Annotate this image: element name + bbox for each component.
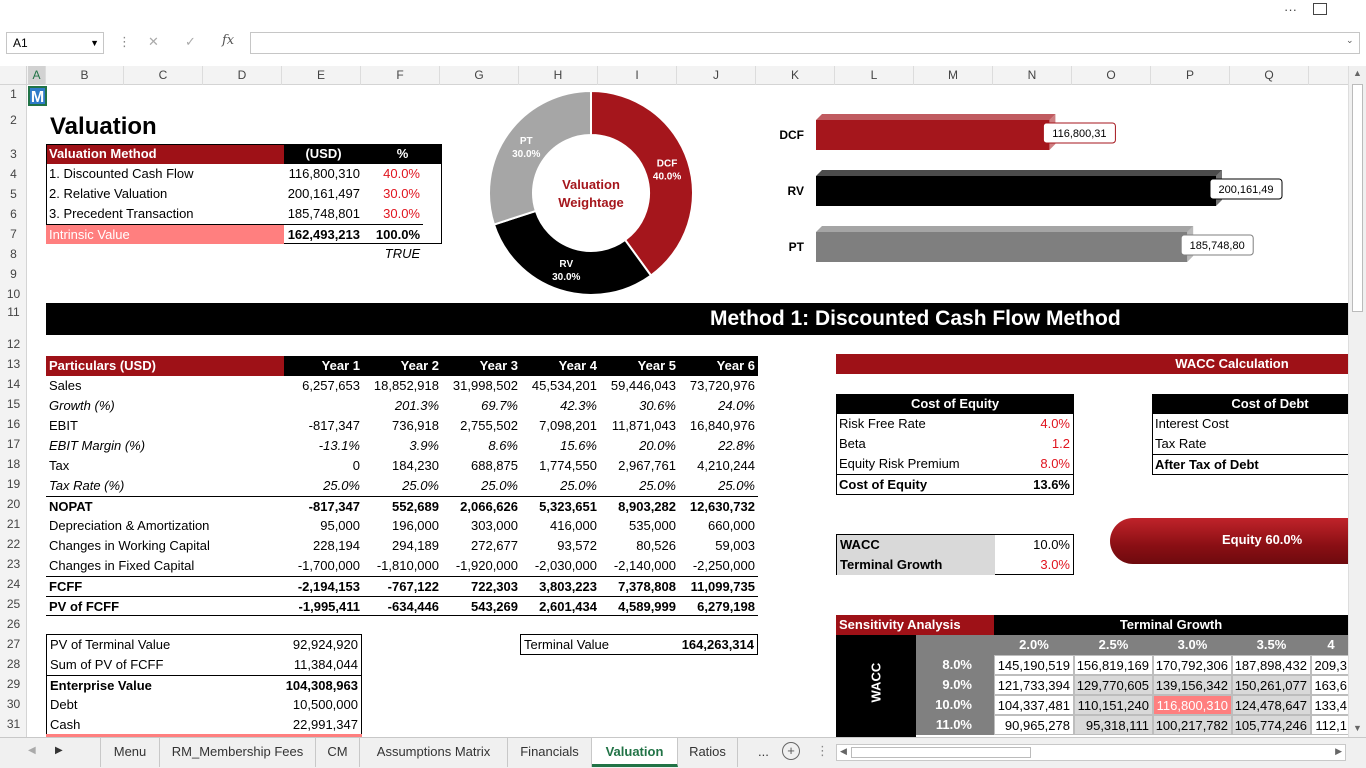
dcf-cell: -2,194,153 xyxy=(284,576,363,596)
dcf-cell: 6,257,653 xyxy=(302,378,360,393)
column-headers[interactable] xyxy=(0,66,1366,85)
summary-value: 22,991,347 xyxy=(292,717,358,732)
column-header[interactable]: A xyxy=(28,66,46,85)
sens-cell: 150,261,077 xyxy=(1232,675,1311,695)
row-header[interactable]: 2 xyxy=(10,113,17,127)
dcf-row-label: Tax xyxy=(49,458,70,473)
dcf-row-label: EBIT xyxy=(49,418,78,433)
equity-bar[interactable] xyxy=(1110,518,1348,564)
scroll-up-icon[interactable]: ▲ xyxy=(1353,68,1362,78)
bar-data-label: 200,161,49 xyxy=(1218,184,1274,196)
sens-wacc-header: 10.0% xyxy=(916,695,994,715)
valuation-row-pct: 40.0% xyxy=(383,166,420,181)
row-header[interactable]: 15 xyxy=(6,397,21,411)
more-options-button[interactable]: ··· xyxy=(1284,2,1297,17)
dcf-cell: -1,810,000 xyxy=(376,558,439,573)
restore-icon[interactable] xyxy=(1313,3,1327,15)
column-header[interactable]: P xyxy=(1151,66,1230,85)
dcf-cell: -2,140,000 xyxy=(613,558,676,573)
dcf-cell: 2,755,502 xyxy=(460,418,518,433)
valuation-row-label: 2. Relative Valuation xyxy=(49,186,168,201)
row-header[interactable]: 27 xyxy=(6,637,21,651)
dcf-cell: -634,446 xyxy=(363,596,442,616)
equity-risk-premium-label: Equity Risk Premium xyxy=(839,456,960,471)
dcf-cell: 201.3% xyxy=(394,398,439,413)
dcf-cell: 42.3% xyxy=(560,398,597,413)
dcf-cell: 20.0% xyxy=(639,438,676,453)
dcf-cell: 3.9% xyxy=(409,438,439,453)
row-header[interactable]: 10 xyxy=(6,287,21,301)
dcf-cell: 722,303 xyxy=(442,576,521,596)
row-header[interactable]: 8 xyxy=(10,247,17,261)
wacc-value: 10.0% xyxy=(1033,537,1070,552)
column-header[interactable]: G xyxy=(440,66,519,85)
column-header[interactable]: L xyxy=(835,66,914,85)
sens-cell: 105,774,246 xyxy=(1232,715,1311,735)
intrinsic-value-usd: 162,493,213 xyxy=(284,224,363,244)
donut-slice-label: 30.0% xyxy=(512,148,541,160)
page-title: Valuation xyxy=(50,113,157,140)
pct-header: % xyxy=(363,144,442,164)
wacc-axis-title: WACC xyxy=(868,662,884,703)
sens-cell: 124,478,647 xyxy=(1232,695,1311,715)
row-header[interactable]: 3 xyxy=(10,147,17,161)
valuation-bar-chart[interactable] xyxy=(768,110,1328,280)
dcf-cell: 736,918 xyxy=(392,418,439,433)
sens-corner xyxy=(916,635,994,655)
dcf-cell: 25.0% xyxy=(402,478,439,493)
dcf-cell: 59,003 xyxy=(715,538,755,553)
dcf-cell: 15.6% xyxy=(560,438,597,453)
dcf-cell: 2,967,761 xyxy=(618,458,676,473)
select-all-corner[interactable] xyxy=(0,66,27,85)
cell-a1[interactable]: M xyxy=(28,86,47,106)
terminal-growth-label: Terminal Growth xyxy=(837,555,995,575)
donut-center-label: Weightage xyxy=(558,195,624,210)
dcf-cell: 7,378,808 xyxy=(600,576,679,596)
dcf-cell: 93,572 xyxy=(557,538,597,553)
row-header[interactable]: 5 xyxy=(10,187,17,201)
row-header[interactable]: 11 xyxy=(7,305,20,319)
equity-bar-label: Equity 60.0% xyxy=(1222,532,1303,547)
dcf-cell: 1,774,550 xyxy=(539,458,597,473)
dcf-row-label: Changes in Working Capital xyxy=(49,538,210,553)
row-header[interactable]: 21 xyxy=(6,517,21,531)
tab-split-icon[interactable]: ⋮ xyxy=(816,743,829,758)
sens-growth-header: 2.0% xyxy=(994,635,1074,655)
hscroll-right-icon[interactable]: ▶ xyxy=(1335,746,1342,756)
summary-value: 11,384,044 xyxy=(293,657,358,672)
check-value: TRUE xyxy=(384,246,421,261)
dcf-cell: 184,230 xyxy=(392,458,439,473)
row-header[interactable]: 23 xyxy=(6,557,21,571)
tab-assumptions-matrix[interactable]: Assumptions Matrix xyxy=(360,738,508,767)
sens-cell: 209,3 xyxy=(1311,655,1348,675)
weightage-donut-chart[interactable] xyxy=(486,88,696,298)
terminal-value: 164,263,314 xyxy=(681,637,754,652)
dcf-year-header: Year 4 xyxy=(521,356,600,376)
dcf-cell: 25.0% xyxy=(323,478,360,493)
column-header[interactable]: H xyxy=(519,66,598,85)
bar-dcf[interactable] xyxy=(816,120,1049,150)
sens-cell: 95,318,111 xyxy=(1074,715,1153,735)
row-header[interactable]: 24 xyxy=(6,577,21,591)
dcf-cell: 11,099,735 xyxy=(679,576,758,596)
dcf-cell: 416,000 xyxy=(550,518,597,533)
dcf-cell: 552,689 xyxy=(363,496,442,516)
column-header[interactable]: Q xyxy=(1230,66,1309,85)
name-box[interactable]: A1 ▼ xyxy=(6,32,104,54)
sens-growth-header: 4 xyxy=(1311,635,1348,655)
valuation-row-pct: 30.0% xyxy=(383,206,420,221)
more-tabs-button[interactable]: ... xyxy=(758,744,769,759)
dcf-row-label: Sales xyxy=(49,378,82,393)
sens-growth-header: 3.0% xyxy=(1153,635,1232,655)
sens-wacc-header: 8.0% xyxy=(916,655,994,675)
dcf-cell: 688,875 xyxy=(471,458,518,473)
dcf-cell: 95,000 xyxy=(320,518,360,533)
bar-data-label: 185,748,80 xyxy=(1189,240,1245,252)
dcf-cell: 6,279,198 xyxy=(679,596,758,616)
row-header[interactable]: 17 xyxy=(6,437,21,451)
dcf-row-label: FCFF xyxy=(46,576,284,596)
dcf-cell: 4,210,244 xyxy=(697,458,755,473)
wacc-label: WACC xyxy=(837,535,995,555)
terminal-growth-axis-title: Terminal Growth xyxy=(994,615,1348,635)
risk-free-rate-label: Risk Free Rate xyxy=(839,416,926,431)
dcf-cell: 16,840,976 xyxy=(689,418,755,433)
row-headers[interactable] xyxy=(0,85,27,737)
sens-cell: 139,156,342 xyxy=(1153,675,1232,695)
row-header[interactable]: 14 xyxy=(6,377,21,391)
row-header[interactable]: 18 xyxy=(6,457,21,471)
formula-bar xyxy=(0,28,1366,58)
column-header[interactable]: E xyxy=(282,66,361,85)
column-header[interactable]: O xyxy=(1072,66,1151,85)
dcf-cell: -1,995,411 xyxy=(284,596,363,616)
valuation-row-label: 3. Precedent Transaction xyxy=(49,206,194,221)
dcf-cell: 69.7% xyxy=(481,398,518,413)
column-header[interactable]: K xyxy=(756,66,835,85)
column-header[interactable]: I xyxy=(598,66,677,85)
column-header[interactable]: D xyxy=(203,66,282,85)
row-header[interactable]: 26 xyxy=(6,617,21,631)
bar-category-label: DCF xyxy=(779,128,804,142)
grip-icon: ⋮ xyxy=(118,34,131,49)
sens-cell: 116,800,310 xyxy=(1153,695,1232,715)
tab-financials[interactable]: Financials xyxy=(508,738,592,767)
dcf-year-header: Year 5 xyxy=(600,356,679,376)
sens-wacc-header: 9.0% xyxy=(916,675,994,695)
dcf-cell: 8,903,282 xyxy=(600,496,679,516)
summary-value: 104,308,963 xyxy=(284,675,361,695)
formula-input[interactable] xyxy=(250,32,1360,54)
risk-free-rate-value: 4.0% xyxy=(1040,416,1070,431)
sens-cell: 163,6 xyxy=(1311,675,1348,695)
row-header[interactable]: 13 xyxy=(6,357,21,371)
dcf-cell: 11,871,043 xyxy=(611,418,676,433)
dcf-cell: 45,534,201 xyxy=(531,378,597,393)
dcf-cell: -817,347 xyxy=(308,418,360,433)
column-header[interactable]: C xyxy=(124,66,203,85)
tab-valuation[interactable]: Valuation xyxy=(592,738,678,767)
sens-growth-header: 3.5% xyxy=(1232,635,1311,655)
bar-data-label: 116,800,31 xyxy=(1052,128,1107,140)
bar-rv[interactable] xyxy=(816,176,1216,206)
dcf-cell: 535,000 xyxy=(629,518,676,533)
tab-cm[interactable]: CM xyxy=(316,738,360,767)
row-header[interactable]: 1 xyxy=(10,87,17,101)
dcf-cell: 3,803,223 xyxy=(521,576,600,596)
row-header[interactable]: 4 xyxy=(10,167,17,181)
dcf-year-header: Year 6 xyxy=(679,356,758,376)
row-header[interactable]: 16 xyxy=(6,417,21,431)
worksheet-grid[interactable] xyxy=(28,86,1348,737)
row-header[interactable]: 12 xyxy=(6,337,21,351)
dcf-cell: 24.0% xyxy=(718,398,755,413)
dcf-cell: -2,030,000 xyxy=(534,558,597,573)
valuation-row-label: 1. Discounted Cash Flow xyxy=(49,166,194,181)
dcf-cell: 25.0% xyxy=(560,478,597,493)
row-header[interactable]: 28 xyxy=(6,657,21,671)
dcf-cell xyxy=(284,396,363,416)
row-header[interactable]: 9 xyxy=(10,267,17,281)
summary-label: Cash xyxy=(50,717,81,732)
valuation-row-usd: 116,800,310 xyxy=(288,166,360,181)
donut-slice-label: 30.0% xyxy=(552,272,581,284)
dcf-cell: 25.0% xyxy=(481,478,518,493)
dcf-cell: 22.8% xyxy=(718,438,755,453)
bar-category-label: RV xyxy=(787,184,804,198)
donut-center-label: Valuation xyxy=(562,177,620,192)
dcf-cell: 25.0% xyxy=(718,478,755,493)
column-header[interactable]: B xyxy=(46,66,124,85)
dcf-row-label: Tax Rate (%) xyxy=(49,478,125,493)
dcf-cell: 196,000 xyxy=(392,518,439,533)
dcf-cell: -1,700,000 xyxy=(297,558,360,573)
summary-value: 92,924,920 xyxy=(292,637,358,652)
cost-of-debt-header: Cost of Debt xyxy=(1152,394,1348,414)
beta-label: Beta xyxy=(839,436,866,451)
interest-cost-label: Interest Cost xyxy=(1155,416,1229,431)
intrinsic-value-label: Intrinsic Value xyxy=(46,224,284,244)
dcf-row-label: PV of FCFF xyxy=(46,596,284,616)
dcf-cell: -817,347 xyxy=(284,496,363,516)
sensitivity-title: Sensitivity Analysis xyxy=(836,615,994,635)
valuation-row-usd: 200,161,497 xyxy=(287,186,360,201)
bar-category-label: PT xyxy=(788,240,804,254)
column-header[interactable]: J xyxy=(677,66,756,85)
sheet-tab-bar xyxy=(0,737,1366,768)
summary-label: PV of Terminal Value xyxy=(50,637,171,652)
row-header[interactable]: 20 xyxy=(6,497,21,511)
dcf-cell: 31,998,502 xyxy=(452,378,518,393)
dcf-cell: 294,189 xyxy=(392,538,439,553)
sens-cell: 100,217,782 xyxy=(1153,715,1232,735)
dcf-cell: 12,630,732 xyxy=(679,496,758,516)
hscroll-left-icon[interactable]: ◀ xyxy=(840,746,847,756)
row-header[interactable]: 7 xyxy=(10,227,17,241)
dcf-cell: 303,000 xyxy=(471,518,518,533)
title-bar xyxy=(0,0,1366,22)
dcf-cell: 80,526 xyxy=(636,538,676,553)
beta-value: 1.2 xyxy=(1051,436,1070,451)
dcf-row-label: EBIT Margin (%) xyxy=(49,438,146,453)
dcf-cell: -13.1% xyxy=(318,438,360,453)
dcf-cell: -1,920,000 xyxy=(455,558,518,573)
valuation-row-usd: 185,748,801 xyxy=(287,206,360,221)
dcf-cell: 543,269 xyxy=(442,596,521,616)
dcf-row-label: Growth (%) xyxy=(49,398,115,413)
terminal-value-label: Terminal Value xyxy=(524,637,610,652)
dcf-cell: 7,098,201 xyxy=(539,418,597,433)
dcf-cell: 0 xyxy=(352,458,360,473)
row-header[interactable]: 19 xyxy=(6,477,21,491)
donut-slice-label: 40.0% xyxy=(652,171,682,183)
tab-menu[interactable]: Menu xyxy=(100,738,160,767)
tab-scroll-left-icon[interactable]: ◀ xyxy=(28,745,36,756)
cancel-icon[interactable]: ✕ xyxy=(148,34,159,49)
dcf-cell: 18,852,918 xyxy=(373,378,439,393)
column-header[interactable]: M xyxy=(914,66,993,85)
donut-slice-name: RV xyxy=(559,259,574,271)
sens-cell: 145,190,519 xyxy=(994,655,1074,675)
dcf-cell: 5,323,651 xyxy=(521,496,600,516)
sens-cell: 121,733,394 xyxy=(994,675,1074,695)
dcf-cell: 8.6% xyxy=(488,438,518,453)
column-header[interactable]: N xyxy=(993,66,1072,85)
dcf-cell: -767,122 xyxy=(363,576,442,596)
dcf-cell: 73,720,976 xyxy=(689,378,755,393)
valuation-method-header: Valuation Method xyxy=(46,144,284,164)
summary-label: Sum of PV of FCFF xyxy=(50,657,164,672)
summary-value: 10,500,000 xyxy=(292,697,358,712)
dcf-cell: 30.6% xyxy=(639,398,676,413)
dcf-cell: 660,000 xyxy=(708,518,755,533)
tax-rate-label: Tax Rate xyxy=(1155,436,1207,451)
tab-scroll-right-icon[interactable]: ▶ xyxy=(55,745,63,756)
summary-label: Enterprise Value xyxy=(47,675,284,695)
row-header[interactable]: 31 xyxy=(6,717,21,731)
sens-cell: 104,337,481 xyxy=(994,695,1074,715)
after-tax-debt-label: After Tax of Debt xyxy=(1152,454,1348,474)
wacc-banner: WACC Calculation xyxy=(836,354,1348,374)
sens-cell: 156,819,169 xyxy=(1074,655,1153,675)
dcf-year-header: Year 1 xyxy=(284,356,363,376)
dcf-cell: 59,446,043 xyxy=(610,378,676,393)
scroll-down-icon[interactable]: ▼ xyxy=(1353,723,1362,733)
sens-cell: 187,898,432 xyxy=(1232,655,1311,675)
dcf-row-label: Changes in Fixed Capital xyxy=(49,558,195,573)
row-header[interactable]: 22 xyxy=(6,537,21,551)
summary-label: Debt xyxy=(50,697,78,712)
dcf-cell: 2,601,434 xyxy=(521,596,600,616)
cost-of-equity-label: Cost of Equity xyxy=(836,474,996,494)
enter-icon[interactable]: ✓ xyxy=(185,34,196,49)
horizontal-scrollbar[interactable] xyxy=(836,744,1346,761)
dcf-cell: 4,589,999 xyxy=(600,596,679,616)
bar-top-face xyxy=(816,170,1222,176)
row-header[interactable]: 30 xyxy=(6,697,21,711)
dcf-row-label: NOPAT xyxy=(46,496,284,516)
row-header[interactable]: 6 xyxy=(10,207,17,221)
column-header[interactable]: F xyxy=(361,66,440,85)
dcf-cell: -2,250,000 xyxy=(692,558,755,573)
sens-cell: 90,965,278 xyxy=(994,715,1074,735)
scrollbar-thumb[interactable] xyxy=(1352,84,1363,312)
bar-top-face xyxy=(816,114,1055,120)
cost-of-equity-header: Cost of Equity xyxy=(836,394,1074,414)
sens-growth-header: 2.5% xyxy=(1074,635,1153,655)
terminal-growth-value: 3.0% xyxy=(1040,557,1070,572)
wacc-axis-block xyxy=(836,635,916,737)
dcf-cell: 25.0% xyxy=(639,478,676,493)
dcf-year-header: Year 2 xyxy=(363,356,442,376)
sens-cell: 129,770,605 xyxy=(1074,675,1153,695)
sens-wacc-header: 11.0% xyxy=(916,715,994,735)
bar-pt[interactable] xyxy=(816,232,1187,262)
intrinsic-value-pct: 100.0% xyxy=(363,224,423,244)
add-sheet-icon[interactable]: + xyxy=(782,742,800,760)
donut-slice-name: PT xyxy=(519,135,533,147)
cost-of-equity-value: 13.6% xyxy=(996,474,1073,494)
dcf-year-header: Year 3 xyxy=(442,356,521,376)
bar-top-face xyxy=(816,226,1193,232)
row-header[interactable]: 25 xyxy=(6,597,21,611)
valuation-row-pct: 30.0% xyxy=(383,186,420,201)
hscroll-thumb[interactable] xyxy=(851,747,1031,758)
expand-formula-icon[interactable]: ⌄ xyxy=(1346,35,1354,45)
tab-rm-membership-fees[interactable]: RM_Membership Fees xyxy=(160,738,316,767)
sens-cell: 110,151,240 xyxy=(1074,695,1153,715)
row-header[interactable]: 29 xyxy=(6,677,21,691)
sens-cell: 133,4 xyxy=(1311,695,1348,715)
sens-cell: 170,792,306 xyxy=(1153,655,1232,675)
donut-slice-name: DCF xyxy=(656,158,678,170)
dcf-particulars-header: Particulars (USD) xyxy=(46,356,284,376)
equity-risk-premium-value: 8.0% xyxy=(1040,456,1070,471)
dcf-banner xyxy=(46,303,1348,335)
dcf-cell: 228,194 xyxy=(313,538,360,553)
tab-ratios[interactable]: Ratios xyxy=(678,738,738,767)
dcf-banner-title: Method 1: Discounted Cash Flow Method xyxy=(710,307,1121,330)
sens-cell: 112,1 xyxy=(1311,715,1348,735)
vertical-scrollbar[interactable] xyxy=(1348,66,1366,737)
dcf-cell: 272,677 xyxy=(471,538,518,553)
insert-function-icon[interactable]: fx xyxy=(222,33,235,48)
dcf-cell: 2,066,626 xyxy=(442,496,521,516)
dcf-row-label: Depreciation & Amortization xyxy=(49,518,210,533)
usd-header: (USD) xyxy=(284,144,363,164)
